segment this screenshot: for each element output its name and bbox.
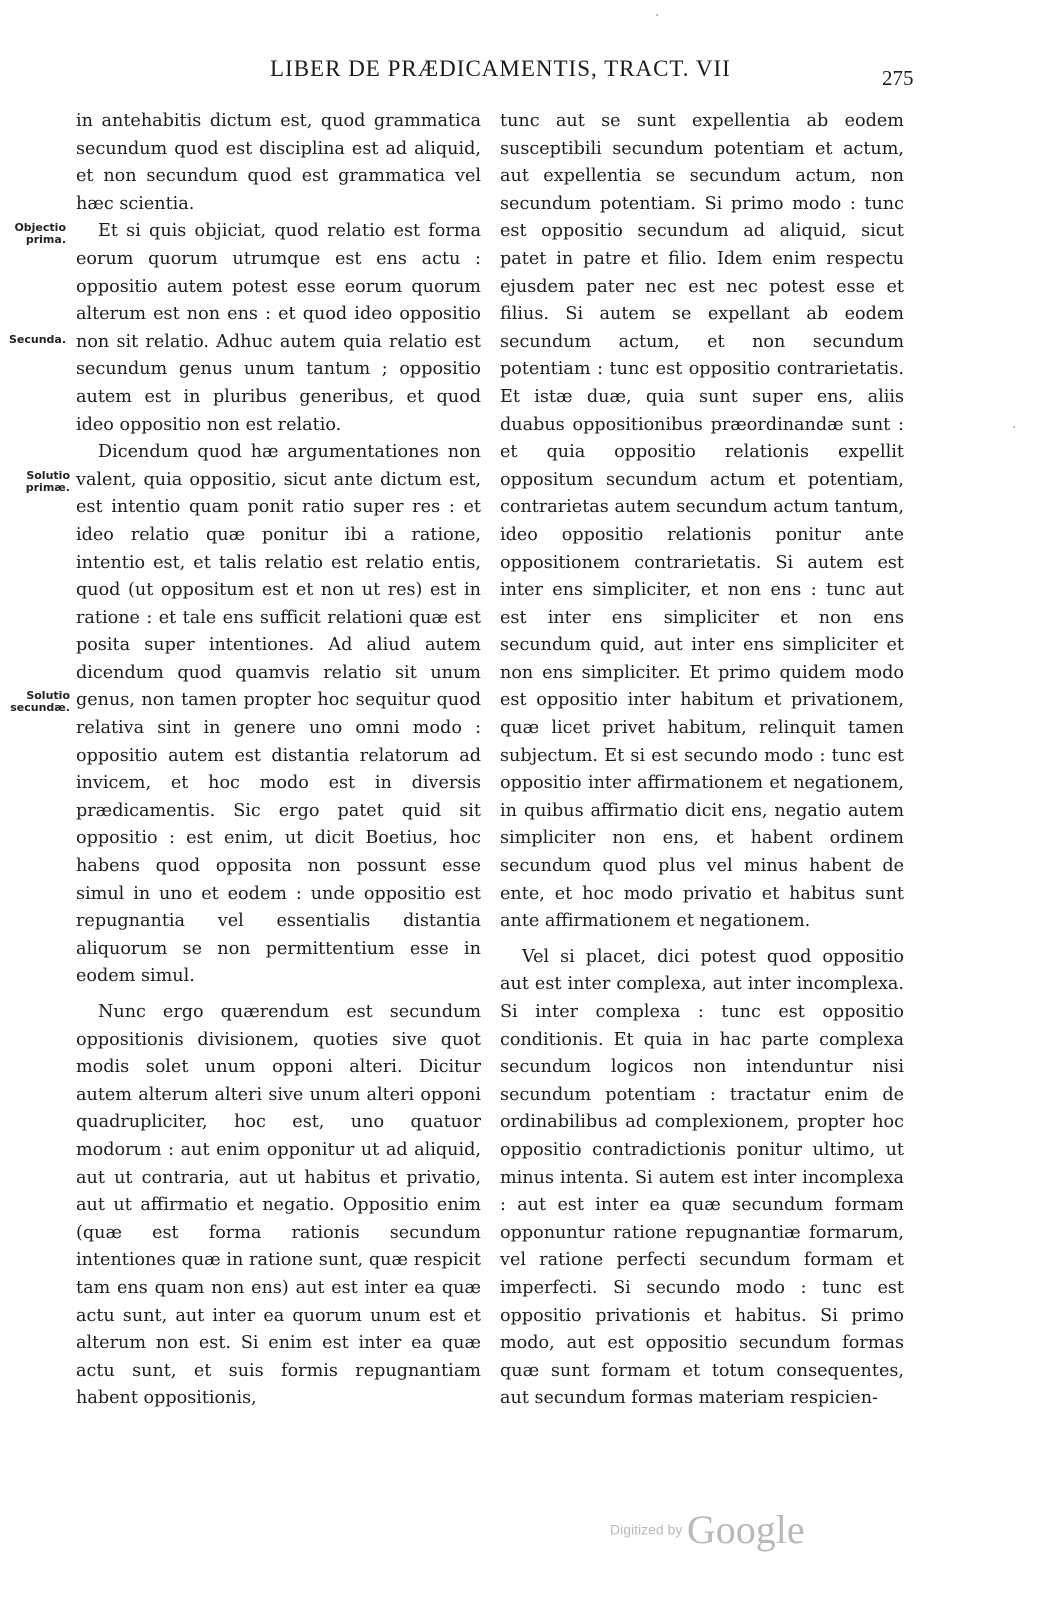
left-paragraph-2: Et si quis objiciat, quod relatio est forma eorum quorum utrumque est ens actu : oppositio autem potest esse eorum quorum alterum est non ens : et quod ideo oppositio non sit relatio. Adhuc autem quia relatio est secundum genus unum tantum ; oppositio autem est in pluribus generibus, et quod ideo oppositio non est relatio.: [76, 221, 481, 435]
running-header: LIBER DE PRÆDICAMENTIS, TRACT. VII: [270, 56, 731, 81]
left-paragraph-3: Dicendum quod hæ argumentationes non valent, quia oppositio, sicut ante dictum est, est intentio quam ponit ratio super res : et ideo relatio quæ ponitur ibi a ratione, intentio est, et talis relatio est relatio entis, quod (ut oppositum est et non ut res) est in ratione : et tale ens sufficit relationi quæ est posita super intentiones. Ad aliud autem dicendum quod quamvis relatio sit unum genus, non tamen propter hoc sequitur quod relativa sint in genere uno omni modo : oppositio autem est distantia relatorum ad invicem, et hoc modo est in diversis prædicamentis. Sic ergo patet quid sit oppositio : est enim, ut dicit Boetius, hoc habens quod opposita non possunt esse simul in uno et eodem : unde oppositio est repugnantia vel essentialis distantia aliquorum se non permittentium esse in eodem simul.: [76, 442, 481, 987]
right-column: [500, 108, 904, 1413]
left-column: [76, 108, 481, 1413]
right-paragraph-2: Vel si placet, dici potest quod oppositio aut est inter complexa, aut inter incomplexa. Si inter complexa : tunc est oppositio conditionis. Et quia in hac parte complexa secundum logicos non intenduntur nisi secundum potentiam : tractatur enim de ordinabilibus ad complexionem, propter hoc oppositio contradictionis ponitur ultimo, ut minus intenta. Si autem est inter incomplexa : aut est inter ea quæ secundum formam opponuntur ratione repugnantiæ formarum, vel ratione perfecti secundum formam et imperfecti. Si secundo modo : tunc est oppositio privationis et habitus. Si primo modo, aut est oppositio secundum formas quæ sunt formam et totum consequentes, aut secundum formas materiam respicien-: [500, 946, 904, 1409]
right-paragraph-1: tunc aut se sunt expellentia ab eodem susceptibili secundum potentiam et actum, aut expellentia se secundum actum, non secundum potentiam. Si primo modo : tunc est oppositio secundum ad aliquid, sicut patet in patre et filio. Idem enim respectu ejusdem pater nec est nec potest esse et filius. Si autem se expellant ab eodem secundum actum, et non secundum potentiam : tunc est oppositio contrarietatis. Et istæ duæ, quia sunt super ens, aliis duabus oppositionibus præordinandæ sunt : et quia oppositio relationis expellit oppositum secundum actum et potentiam, contrarietas autem secundum actum tantum, ideo oppositio relationis ponitur ante oppositionem contrarietatis. Si autem est inter ens simpliciter, et non ens : tunc aut est inter ens simpliciter et non ens secundum quid, aut inter ens simpliciter et non ens simpliciter. Et primo quidem modo est oppositio inter habitum et privationem, quæ licet privet habitum, relinquit tamen subjectum. Et si est secundo modo : tunc est oppositio inter affirmationem et negationem, in quibus affirmatio dicit ens, negatio autem simpliciter non ens, et habent ordinem secundum quod plus vel minus habent de ente, et hoc modo privatio et habitus sunt ante affirmationem et negationem.: [500, 111, 904, 932]
left-paragraph-1: in antehabitis dictum est, quod grammatica secundum quod est disciplina est ad aliquid, et non secundum quod est grammatica vel hæc scientia.: [76, 111, 481, 214]
scan-speck: ·: [1012, 420, 1017, 436]
page-number: 275: [882, 66, 914, 90]
scan-speck: ·: [655, 8, 660, 24]
margin-note-secunda: Secunda.: [8, 333, 66, 346]
left-paragraph-4: Nunc ergo quærendum est secundum oppositionis divisionem, quoties sive quot modis solet unum opponi alteri. Dicitur autem alterum alteri sive unum alteri opponi quadrupliciter, hoc est, uno quatuor modorum : aut enim opponitur ut ad aliquid, aut ut contraria, aut ut habitus et privatio, aut ut affirmatio et negatio. Oppositio enim (quæ est forma rationis secundum intentiones quæ in ratione sunt, quæ respicit tam ens quam non ens) aut est inter ea quæ actu sunt, aut inter ea quorum unum est et alterum non est. Si enim est inter ea quæ actu sunt, et suis formis repugnantiam habent oppositionis,: [76, 1002, 481, 1409]
digitized-by-label: Digitized by: [610, 1521, 683, 1538]
margin-note-solutio-secundae: Solutio secundæ.: [10, 689, 70, 714]
margin-note-solutio-primae: Solutio primæ.: [25, 469, 70, 494]
digitized-watermark: [610, 1506, 805, 1553]
margin-note-objectio: Objectio prima.: [14, 221, 66, 246]
google-logo: Google: [686, 1507, 805, 1552]
